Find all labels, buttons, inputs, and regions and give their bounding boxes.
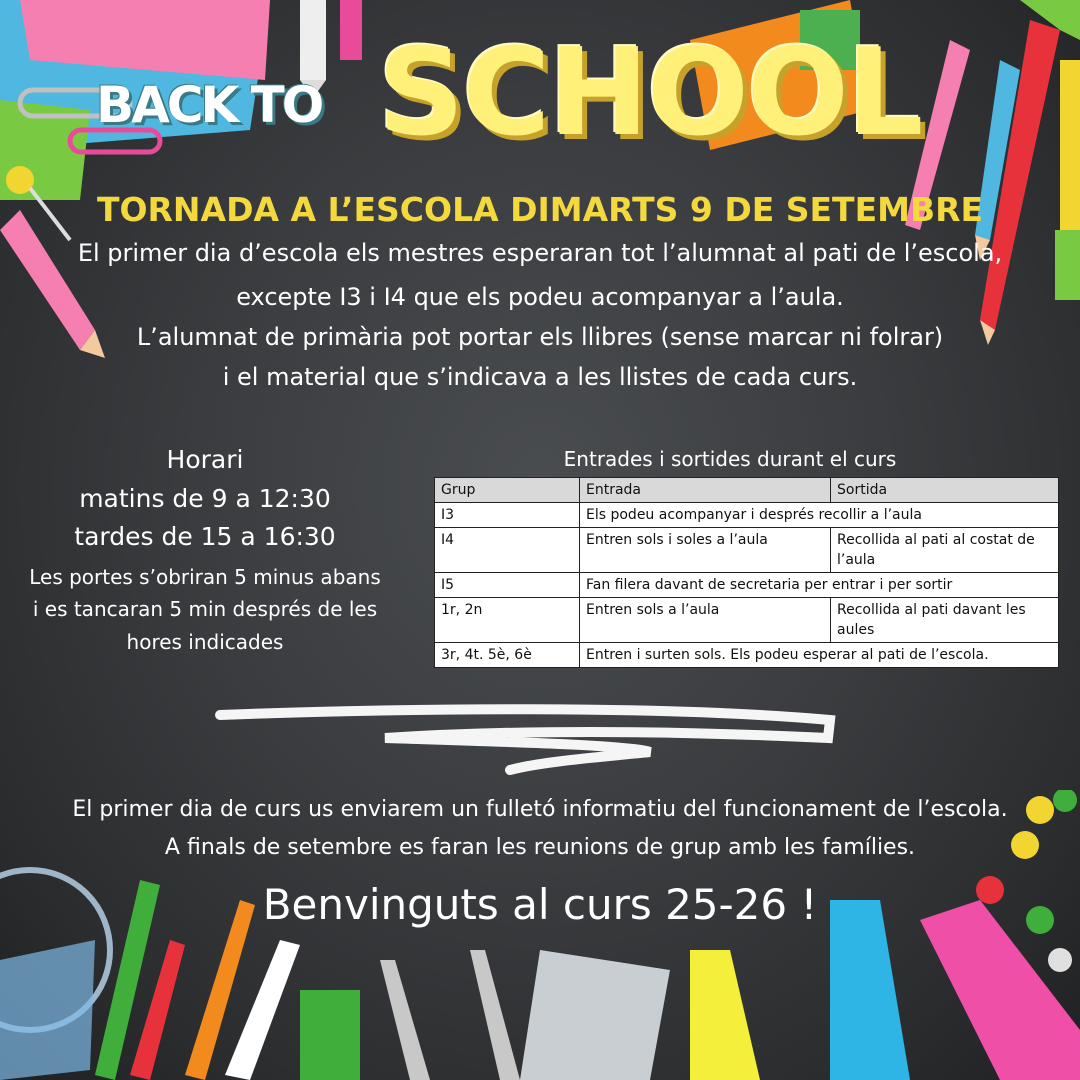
table-row [435, 528, 1059, 573]
table-title: Entrades i sortides durant el curs [563, 447, 897, 471]
table-cell-merged: Entren i surten sols. Els podeu esperar al pati de l’escola. [580, 643, 1059, 668]
table-row [435, 573, 1059, 598]
intro-line: i el material que s’indicava a les llistes de cada curs. [222, 363, 858, 391]
table-row [435, 643, 1059, 668]
chalk-swoosh-icon [210, 700, 840, 780]
table-row [435, 503, 1059, 528]
table-cell-grup: I3 [435, 503, 580, 528]
table-cell-grup: I4 [435, 528, 580, 573]
intro-line: excepte I3 i I4 que els podeu acompanyar a l’aula. [236, 283, 844, 311]
table-header-row [435, 478, 1059, 503]
intro-line: L’alumnat de primària pot portar els llibres (sense marcar ni folrar) [136, 323, 944, 351]
table-row [435, 598, 1059, 643]
horari-note: i es tancaran 5 min després de les [32, 597, 378, 621]
table-cell-sortida: Recollida al pati davant les aules [831, 598, 1059, 643]
table-cell-merged: Els podeu acompanyar i després recollir a l’aula [580, 503, 1059, 528]
horari-title: Horari [166, 445, 244, 474]
outro-line: El primer dia de curs us enviarem un fulletó informatiu del funcionament de l’escola. [72, 797, 1008, 822]
intro-line: El primer dia d’escola els mestres esperaran tot l’alumnat al pati de l’escola, [77, 239, 1003, 267]
table-cell-entrada: Entren sols a l’aula [580, 598, 831, 643]
column-header: Grup [435, 478, 580, 503]
table-cell-merged: Fan filera davant de secretaria per entrar i per sortir [580, 573, 1059, 598]
table-cell-grup: 3r, 4t. 5è, 6è [435, 643, 580, 668]
back-to-heading: BACK TO [96, 76, 322, 134]
schedule-table [434, 477, 1059, 668]
table-cell-grup: I5 [435, 573, 580, 598]
column-header: Entrada [580, 478, 831, 503]
table-cell-entrada: Entren sols i soles a l’aula [580, 528, 831, 573]
horari-note: Les portes s’obriran 5 minus abans [29, 565, 381, 589]
outro-line: A finals de setembre es faran les reunions de grup amb les famílies. [164, 835, 916, 860]
table-cell-sortida: Recollida al pati al costat de l’aula [831, 528, 1059, 573]
column-header: Sortida [831, 478, 1059, 503]
horari-line: matins de 9 a 12:30 [79, 484, 331, 513]
welcome-message: Benvinguts al curs 25-26 ! [262, 880, 818, 929]
table-cell-grup: 1r, 2n [435, 598, 580, 643]
horari-line: tardes de 15 a 16:30 [74, 522, 336, 551]
horari-note: hores indicades [126, 630, 284, 654]
subtitle: TORNADA A L’ESCOLA DIMARTS 9 DE SETEMBRE [96, 190, 984, 229]
school-heading: SCHOOL [378, 24, 922, 163]
